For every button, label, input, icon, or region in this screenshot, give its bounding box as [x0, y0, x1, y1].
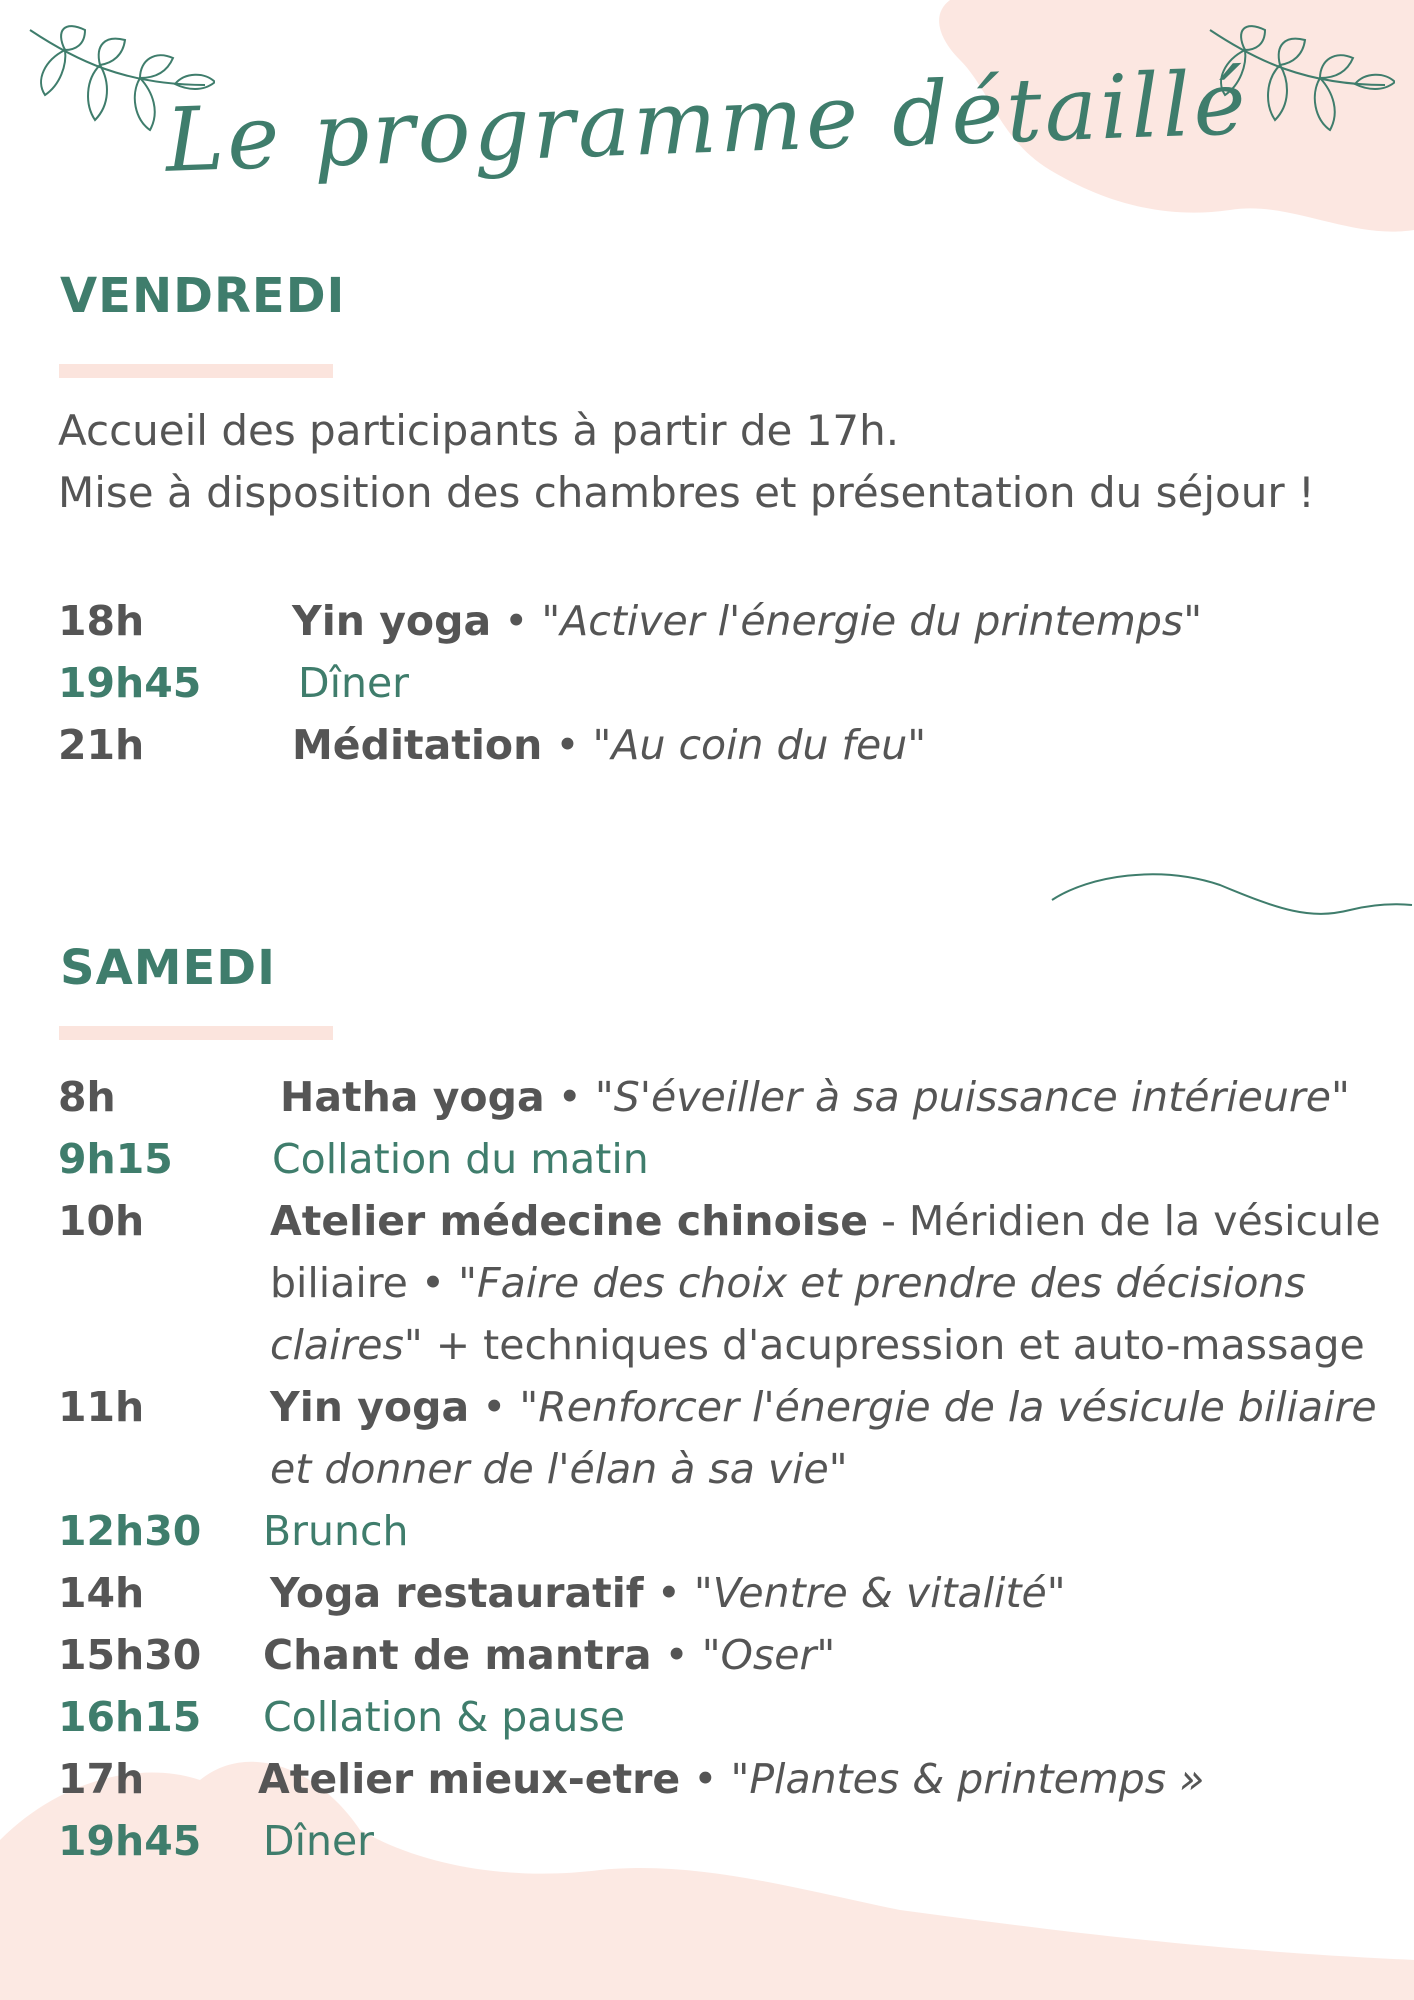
- item-time: 11h: [58, 1383, 145, 1431]
- item-activity: Méditation • "Au coin du feu": [292, 721, 927, 769]
- intro-line: Accueil des participants à partir de 17h.: [58, 406, 900, 455]
- item-meal: Dîner: [263, 1817, 375, 1865]
- item-time: 19h45: [58, 659, 202, 707]
- schedule-item: [58, 1190, 1390, 1376]
- item-activity: Yin yoga • "Activer l'énergie du printemps": [292, 597, 1203, 645]
- item-time: 10h: [58, 1197, 145, 1245]
- schedule-item: [58, 1810, 374, 1872]
- schedule-item: [58, 590, 1202, 652]
- schedule-item: [58, 1128, 649, 1190]
- schedule-item: [58, 1686, 625, 1748]
- item-time: 19h45: [58, 1817, 202, 1865]
- item-time: 12h30: [58, 1507, 202, 1555]
- item-meal: Brunch: [263, 1507, 409, 1555]
- schedule-item: [58, 652, 409, 714]
- item-time: 14h: [58, 1569, 145, 1617]
- divider: [59, 364, 333, 378]
- divider: [59, 1026, 333, 1040]
- item-activity: Atelier mieux-etre • "Plantes & printemps »: [258, 1755, 1205, 1803]
- item-activity: Yoga restauratif • "Ventre & vitalité": [270, 1569, 1066, 1617]
- schedule-item: [58, 714, 926, 776]
- item-time: 9h15: [58, 1135, 173, 1183]
- item-activity: Yin yoga • "Renforcer l'énergie de la vésicule biliaire et donner de l'élan à sa vie": [270, 1383, 1377, 1493]
- friday-intro: [58, 400, 1315, 524]
- item-activity: Atelier médecine chinoise - Méridien de la vésicule biliaire • "Faire des choix et prendre des décisions claires" + techniques d'acupression et auto-massage: [270, 1197, 1381, 1369]
- item-time: 18h: [58, 597, 145, 645]
- item-meal: Collation du matin: [272, 1135, 649, 1183]
- item-activity: Chant de mantra • "Oser": [263, 1631, 836, 1679]
- item-time: 15h30: [58, 1631, 202, 1679]
- schedule-item: [58, 1624, 835, 1686]
- item-time: 8h: [58, 1073, 116, 1121]
- schedule-item: [58, 1748, 1204, 1810]
- item-time: 17h: [58, 1755, 145, 1803]
- schedule-item: [58, 1562, 1066, 1624]
- schedule-item: [58, 1500, 408, 1562]
- page-title: Le programme détaillé: [163, 51, 1251, 192]
- schedule-item: [58, 1376, 1377, 1500]
- item-time: 16h15: [58, 1693, 202, 1741]
- day-heading-friday: VENDREDI: [60, 268, 346, 324]
- item-meal: Dîner: [298, 659, 410, 707]
- schedule-item: [58, 1066, 1350, 1128]
- day-heading-saturday: SAMEDI: [60, 940, 276, 996]
- item-time: 21h: [58, 721, 145, 769]
- wave-line-icon: [1050, 865, 1414, 925]
- item-activity: Hatha yoga • "S'éveiller à sa puissance intérieure": [280, 1073, 1350, 1121]
- intro-line: Mise à disposition des chambres et présentation du séjour !: [58, 468, 1315, 517]
- item-meal: Collation & pause: [263, 1693, 625, 1741]
